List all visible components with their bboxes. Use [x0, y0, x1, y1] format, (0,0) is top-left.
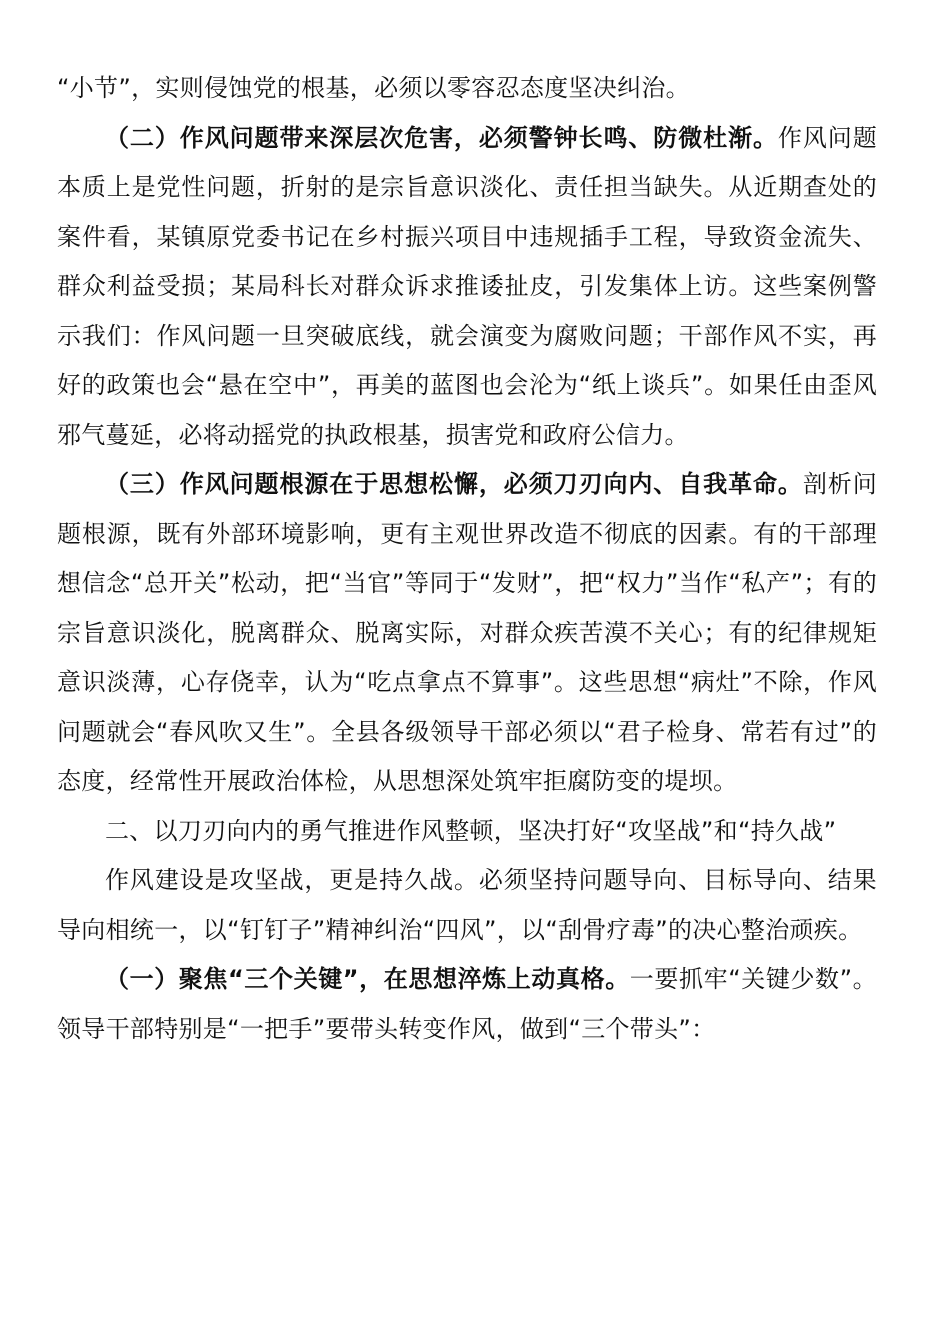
chapter-heading-text: 二、以刀刃向内的勇气推进作风整顿，坚决打好“攻坚战”和“持久战”	[105, 816, 837, 845]
paragraph-heading: （二）作风问题带来深层次危害，必须警钟长鸣、防微杜渐。	[105, 123, 778, 152]
paragraph-intro	[57, 856, 877, 955]
paragraph-continuation	[57, 64, 877, 114]
paragraph-text: 一要抓牢“关键少数”。领导干部特别是“一把手”要带头转变作风，做到“三个带头”：	[57, 965, 877, 1043]
paragraph-heading: （一）聚焦“三个关键”，在思想淬炼上动真格。	[105, 965, 630, 993]
document-body	[57, 64, 877, 1054]
paragraph-section-2	[57, 114, 877, 461]
paragraph-subsection-1	[57, 955, 877, 1054]
paragraph-heading: （三）作风问题根源在于思想松懈，必须刀刃向内、自我革命。	[105, 470, 803, 498]
paragraph-text: 作风建设是攻坚战，更是持久战。必须坚持问题导向、目标导向、结果导向相统一，以“钉钉子”精神纠治“四风”，以“刮骨疗毒”的决心整治顽疾。	[57, 866, 877, 944]
paragraph-text: 作风问题本质上是党性问题，折射的是宗旨意识淡化、责任担当缺失。从近期查处的案件看，某镇原党委书记在乡村振兴项目中违规插手工程，导致资金流失、群众利益受损；某局科长对群众诉求推诿扯皮，引发集体上访。这些案例警示我们：作风问题一旦突破底线，就会演变为腐败问题；干部作风不实，再好的政策也会“悬在空中”，再美的蓝图也会沦为“纸上谈兵”。如果任由歪风邪气蔓延，必将动摇党的执政根基，损害党和政府公信力。	[57, 123, 877, 449]
paragraph-text: 剖析问题根源，既有外部环境影响，更有主观世界改造不彻底的因素。有的干部理想信念“总开关”松动，把“当官”等同于“发财”，把“权力”当作“私产”；有的宗旨意识淡化，脱离群众、脱离实际，对群众疾苦漠不关心；有的纪律规矩意识淡薄，心存侥幸，认为“吃点拿点不算事”。这些思想“病灶”不除，作风问题就会“春风吹又生”。全县各级领导干部必须以“君子检身、常若有过”的态度，经常性开展政治体检，从思想深处筑牢拒腐防变的堤坝。	[57, 470, 877, 795]
paragraph-section-3	[57, 460, 877, 807]
paragraph-text: “小节”，实则侵蚀党的根基，必须以零容忍态度坚决纠治。	[57, 74, 690, 102]
chapter-heading	[57, 807, 877, 857]
